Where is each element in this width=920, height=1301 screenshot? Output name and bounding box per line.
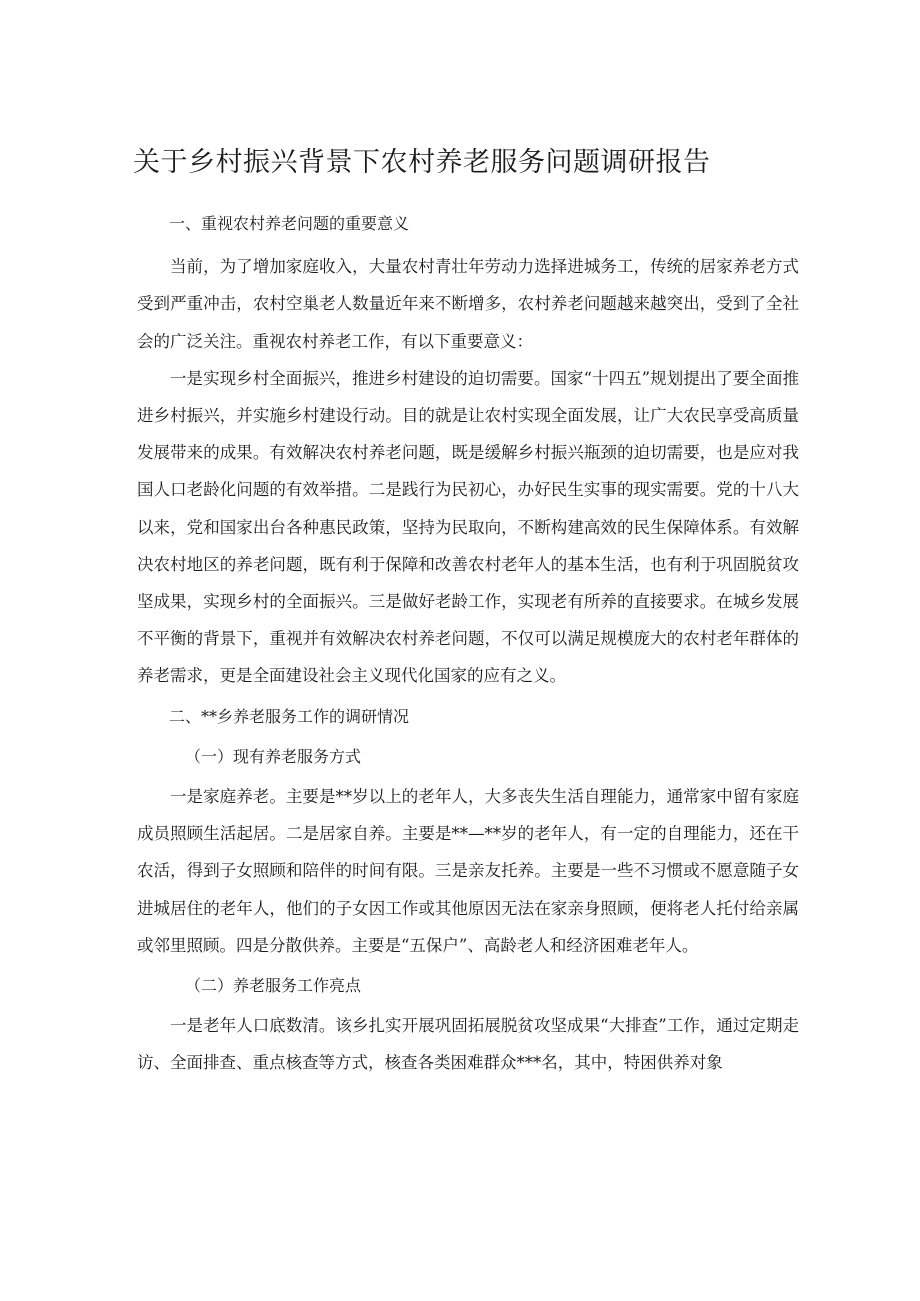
section-1-paragraph-2: 一是实现乡村全面振兴，推进乡村建设的迫切需要。国家“十四五”规划提出了要全面推进乡村振兴，并实施乡村建设行动。目的就是让农村实现全面发展，让广大农民享受高质量发展带来的成果。有效解决农村养老问题，既是缓解乡村振兴瓶颈的迫切需要，也是应对我国人口老龄化问题的有效举措。二是践行为民初心，办好民生实事的现实需要。党的十八大以来，党和国家出台各种惠民政策，坚持为民取向，不断构建高效的民生保障体系。有效解决农村地区的养老问题，既有利于保障和改善农村老年人的基本生活，也有利于巩固脱贫攻坚成果，实现乡村的全面振兴。三是做好老龄工作，实现老有所养的直接要求。在城乡发展不平衡的背景下，重视并有效解决农村养老问题，不仅可以满足规模庞大的农村老年群体的养老需求，更是全面建设社会主义现代化国家的应有之义。 <box>137 368 799 686</box>
subsection-2-paragraph: 一是老年人口底数清。该乡扎实开展巩固拓展脱贫攻坚成果“大排查”工作，通过定期走访、全面排查、重点核查等方式，核查各类困难群众***名，其中，特困供养对象 <box>137 1016 799 1073</box>
section-2-heading: 二、**乡养老服务工作的调研情况 <box>169 706 410 726</box>
section-1-heading: 一、重视农村养老问题的重要意义 <box>169 214 410 233</box>
section-1-paragraph-1: 当前，为了增加家庭收入，大量农村青壮年劳动力选择进城务工，传统的居家养老方式受到严重冲击，农村空巢老人数量近年来不断增多，农村养老问题越来越突出，受到了全社会的广泛关注。重视农村养老工作，有以下重要意义： <box>137 257 799 351</box>
subsection-1-heading: （一）现有养老服务方式 <box>185 746 362 766</box>
document-body <box>137 205 799 1082</box>
subsection-2-heading: （二）养老服务工作亮点 <box>185 976 362 996</box>
document-title: 关于乡村振兴背景下农村养老服务问题调研报告 <box>133 147 711 178</box>
subsection-1-paragraph: 一是家庭养老。主要是**岁以上的老年人，大多丧失生活自理能力，通常家中留有家庭成员照顾生活起居。二是居家自养。主要是**—**岁的老年人，有一定的自理能力，还在干农活，得到子女照顾和陪伴的时间有限。三是亲友托养。主要是一些不习惯或不愿意随子女进城居住的老年人，他们的子女因工作或其他原因无法在家亲身照顾，便将老人托付给亲属或邻里照顾。四是分散供养。主要是“五保户”、高龄老人和经济困难老年人。 <box>137 787 799 955</box>
